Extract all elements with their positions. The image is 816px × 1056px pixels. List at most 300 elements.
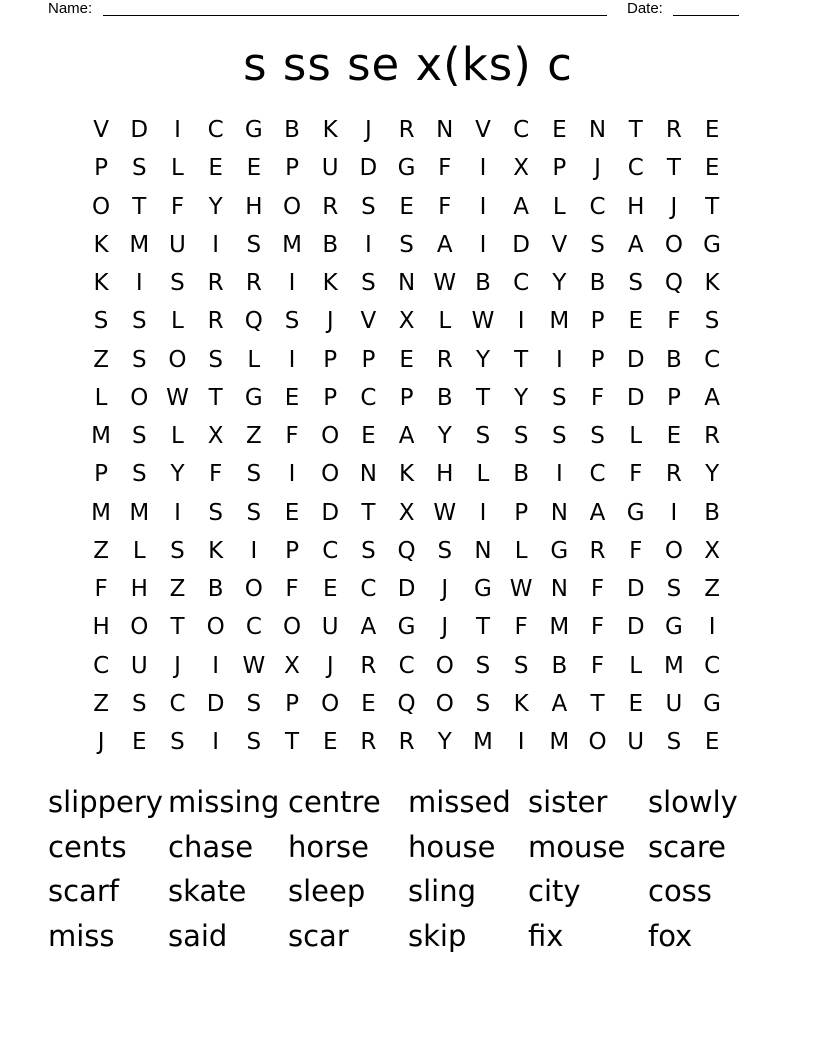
grid-letter[interactable]: B	[284, 117, 300, 143]
grid-letter[interactable]: S	[666, 576, 682, 602]
grid-letter[interactable]: S	[628, 270, 644, 296]
grid-letter[interactable]: P	[285, 537, 299, 564]
grid-letter[interactable]: P	[590, 346, 605, 373]
grid-letter[interactable]: P	[94, 155, 109, 182]
grid-letter[interactable]: C	[589, 193, 606, 220]
grid-letter[interactable]: Y	[170, 461, 185, 488]
grid-letter[interactable]: I	[174, 499, 181, 526]
grid-letter[interactable]: D	[626, 384, 645, 411]
grid-letter[interactable]: T	[590, 690, 605, 717]
grid-letter[interactable]: I	[365, 231, 372, 258]
grid-letter[interactable]: N	[397, 270, 416, 296]
grid-letter[interactable]: E	[361, 690, 376, 717]
grid-letter[interactable]: Q	[397, 690, 416, 717]
grid-letter[interactable]: E	[284, 384, 300, 411]
grid-letter[interactable]: I	[288, 270, 296, 296]
grid-letter[interactable]: D	[321, 499, 340, 526]
grid-letter[interactable]: B	[666, 346, 682, 373]
grid-letter[interactable]: I	[479, 155, 487, 182]
grid-letter[interactable]: J	[594, 155, 601, 182]
grid-letter[interactable]: F	[590, 384, 605, 411]
grid-letter[interactable]: K	[93, 270, 109, 296]
grid-letter[interactable]: F	[590, 614, 605, 641]
grid-letter[interactable]: Q	[244, 308, 263, 335]
grid-letter[interactable]: T	[170, 614, 185, 641]
grid-letter[interactable]: P	[285, 690, 299, 717]
grid-letter[interactable]: G	[550, 537, 569, 564]
word-bank-row	[48, 869, 768, 914]
grid-letter[interactable]: O	[206, 614, 225, 641]
grid-letter[interactable]: M	[91, 423, 112, 449]
grid-letter[interactable]: O	[664, 231, 683, 258]
grid-letter[interactable]: C	[627, 155, 644, 182]
grid-letter[interactable]: G	[244, 384, 263, 411]
grid-letter[interactable]: E	[666, 423, 682, 449]
grid-letter[interactable]: A	[627, 231, 644, 258]
grid-letter[interactable]: F	[438, 193, 452, 220]
grid-letter[interactable]: C	[169, 690, 186, 717]
grid-letter[interactable]: F	[514, 614, 528, 641]
grid-letter[interactable]: Y	[705, 461, 720, 488]
grid-letter[interactable]: P	[514, 499, 529, 526]
grid-letter[interactable]: K	[513, 690, 529, 717]
grid-letter[interactable]: B	[589, 270, 606, 296]
grid-letter[interactable]: T	[475, 614, 490, 641]
grid-letter[interactable]: Y	[514, 384, 529, 411]
grid-letter[interactable]: I	[479, 193, 487, 220]
grid-letter[interactable]: I	[212, 652, 220, 679]
grid-letter[interactable]: J	[670, 193, 678, 220]
grid-letter[interactable]: Y	[437, 729, 452, 755]
grid-letter[interactable]: V	[360, 308, 377, 335]
grid-letter[interactable]: A	[398, 423, 415, 449]
grid-letter[interactable]: B	[704, 499, 720, 526]
grid-letter[interactable]: M	[549, 308, 570, 335]
grid-letter[interactable]: I	[555, 461, 563, 488]
grid-letter[interactable]: O	[130, 614, 149, 641]
grid-letter[interactable]: S	[246, 690, 262, 717]
grid-letter[interactable]: D	[512, 231, 531, 258]
grid-letter[interactable]: O	[321, 423, 340, 449]
grid-letter[interactable]: I	[517, 729, 525, 755]
grid-letter[interactable]: C	[704, 652, 721, 679]
word-bank-item: sling	[408, 874, 477, 908]
grid-letter[interactable]: S	[131, 461, 147, 488]
grid-letter[interactable]: D	[626, 614, 645, 641]
grid-letter[interactable]: O	[282, 193, 302, 220]
grid-letter[interactable]: V	[93, 117, 109, 143]
grid-letter[interactable]: C	[207, 117, 224, 143]
grid-letter[interactable]: Y	[437, 423, 452, 449]
grid-letter[interactable]: V	[475, 117, 491, 143]
grid-letter[interactable]: A	[704, 384, 720, 411]
grid-letter[interactable]: G	[626, 499, 645, 526]
grid-letter[interactable]: M	[129, 231, 150, 258]
grid-letter[interactable]: S	[131, 155, 147, 182]
grid-letter[interactable]: M	[129, 499, 150, 526]
grid-letter[interactable]: E	[704, 117, 720, 143]
grid-letter[interactable]: P	[590, 308, 605, 335]
grid-letter[interactable]: R	[322, 193, 339, 220]
grid-letter[interactable]: L	[171, 423, 184, 449]
grid-letter[interactable]: F	[285, 423, 299, 449]
grid-letter[interactable]: J	[174, 652, 181, 679]
grid-letter[interactable]: I	[174, 117, 181, 143]
grid-letter[interactable]: S	[246, 461, 262, 488]
grid-letter[interactable]: S	[170, 270, 185, 296]
grid-letter[interactable]: L	[438, 308, 452, 335]
grid-letter[interactable]: S	[475, 652, 491, 679]
grid-letter[interactable]: K	[322, 270, 338, 296]
grid-letter[interactable]: I	[708, 614, 716, 641]
grid-letter[interactable]: S	[590, 423, 605, 449]
grid-letter[interactable]: B	[436, 384, 453, 411]
grid-letter[interactable]: S	[590, 231, 605, 258]
grid-letter[interactable]: R	[665, 461, 682, 488]
grid-letter[interactable]: U	[627, 729, 645, 755]
grid-letter[interactable]: R	[207, 270, 224, 296]
grid-letter[interactable]: C	[398, 652, 415, 679]
grid-letter[interactable]: S	[246, 499, 262, 526]
grid-letter[interactable]: F	[667, 308, 681, 335]
grid-letter[interactable]: O	[244, 576, 263, 602]
word-bank-item: miss	[48, 918, 115, 953]
grid-letter[interactable]: N	[436, 117, 454, 143]
grid-letter[interactable]: U	[130, 652, 148, 679]
grid-letter[interactable]: I	[555, 346, 563, 373]
grid-letter[interactable]: K	[93, 231, 109, 258]
grid-letter[interactable]: D	[626, 346, 645, 373]
grid-letter[interactable]: H	[436, 461, 454, 488]
grid-letter[interactable]: L	[629, 652, 643, 679]
grid-row	[82, 111, 732, 149]
grid-letter[interactable]: N	[474, 537, 492, 564]
grid-letter[interactable]: S	[361, 193, 376, 220]
grid-letter[interactable]: J	[365, 117, 372, 143]
grid-letter[interactable]: I	[479, 499, 487, 526]
grid-letter[interactable]: T	[285, 729, 300, 755]
grid-letter[interactable]: G	[397, 155, 416, 182]
grid-letter[interactable]: X	[398, 308, 415, 335]
grid-letter[interactable]: T	[361, 499, 376, 526]
grid-row	[82, 417, 732, 455]
grid-letter[interactable]: F	[590, 652, 605, 679]
grid-letter[interactable]: Y	[208, 193, 223, 220]
grid-letter[interactable]: V	[551, 231, 568, 258]
grid-letter[interactable]: M	[549, 614, 570, 641]
grid-letter[interactable]: C	[513, 270, 530, 296]
grid-letter[interactable]: O	[321, 690, 340, 717]
grid-letter[interactable]: E	[284, 499, 300, 526]
grid-letter[interactable]: U	[321, 155, 339, 182]
grid-letter[interactable]: L	[476, 461, 490, 488]
grid-letter[interactable]: D	[626, 576, 645, 602]
date-field-line[interactable]	[673, 15, 739, 16]
grid-letter[interactable]: J	[441, 576, 449, 602]
grid-letter[interactable]: Y	[552, 270, 567, 296]
grid-letter[interactable]: K	[322, 117, 338, 143]
grid-letter[interactable]: S	[131, 346, 147, 373]
grid-letter[interactable]: G	[474, 576, 492, 602]
grid-letter[interactable]: A	[513, 193, 530, 220]
grid-letter[interactable]: M	[663, 652, 684, 679]
grid-letter[interactable]: S	[666, 729, 682, 755]
grid-letter[interactable]: W	[509, 576, 533, 602]
grid-letter[interactable]: P	[552, 155, 567, 182]
grid-letter[interactable]: D	[130, 117, 149, 143]
grid-letter[interactable]: O	[321, 461, 340, 488]
grid-letter[interactable]: E	[399, 193, 414, 220]
grid-letter[interactable]: C	[360, 576, 377, 602]
grid-letter[interactable]: F	[170, 193, 185, 220]
grid-letter[interactable]: B	[513, 461, 530, 488]
grid-letter[interactable]: D	[206, 690, 225, 717]
grid-letter[interactable]: S	[513, 652, 529, 679]
grid-letter[interactable]: J	[326, 652, 334, 679]
grid-letter[interactable]: I	[517, 308, 525, 335]
grid-letter[interactable]: G	[703, 690, 721, 717]
grid-letter[interactable]: T	[132, 193, 147, 220]
grid-letter[interactable]: R	[704, 423, 721, 449]
grid-letter[interactable]: I	[212, 231, 220, 258]
grid-letter[interactable]: Y	[475, 346, 490, 373]
grid-letter[interactable]: M	[282, 231, 302, 258]
grid-letter[interactable]: I	[479, 231, 487, 258]
word-bank-item: house	[408, 829, 496, 864]
grid-letter[interactable]: F	[629, 461, 643, 488]
grid-letter[interactable]: E	[322, 576, 338, 602]
grid-letter[interactable]: X	[284, 652, 300, 679]
grid-letter[interactable]: R	[245, 270, 262, 296]
grid-row	[82, 302, 732, 340]
grid-letter[interactable]: E	[246, 155, 262, 182]
grid-letter[interactable]: Z	[245, 423, 262, 449]
grid-letter[interactable]: O	[92, 193, 111, 220]
grid-letter[interactable]: O	[435, 690, 454, 717]
grid-letter[interactable]: L	[94, 384, 108, 411]
grid-letter[interactable]: A	[436, 231, 453, 258]
grid-letter[interactable]: G	[664, 614, 683, 641]
grid-letter[interactable]: S	[170, 537, 185, 564]
grid-letter[interactable]: S	[208, 499, 223, 526]
grid-letter[interactable]: I	[670, 499, 678, 526]
grid-letter[interactable]: L	[629, 423, 643, 449]
grid-letter[interactable]: W	[242, 652, 266, 679]
grid-letter[interactable]: O	[588, 729, 607, 755]
grid-letter[interactable]: E	[208, 155, 223, 182]
grid-letter[interactable]: I	[135, 270, 143, 296]
grid-letter[interactable]: T	[705, 193, 720, 220]
grid-letter[interactable]: T	[514, 346, 529, 373]
grid-letter[interactable]: O	[130, 384, 149, 411]
grid-letter[interactable]: T	[628, 117, 643, 143]
grid-letter[interactable]: Z	[704, 576, 720, 602]
grid-letter[interactable]: G	[703, 231, 721, 258]
grid-letter[interactable]: W	[471, 308, 495, 335]
grid-letter[interactable]: S	[552, 423, 567, 449]
grid-letter[interactable]: W	[433, 270, 457, 296]
grid-letter[interactable]: C	[322, 537, 339, 564]
grid-letter[interactable]: A	[551, 690, 568, 717]
grid-letter[interactable]: R	[436, 346, 453, 373]
grid-letter[interactable]: E	[399, 346, 414, 373]
grid-letter[interactable]: S	[552, 384, 567, 411]
grid-letter[interactable]: N	[359, 461, 378, 488]
grid-letter[interactable]: X	[704, 537, 720, 564]
grid-letter[interactable]: R	[398, 117, 415, 143]
grid-letter[interactable]: M	[91, 499, 112, 526]
grid-letter[interactable]: Z	[93, 537, 109, 564]
grid-letter[interactable]: T	[666, 155, 681, 182]
grid-letter[interactable]: E	[552, 117, 567, 143]
grid-letter[interactable]: H	[627, 193, 645, 220]
grid-letter[interactable]: I	[288, 346, 296, 373]
grid-letter[interactable]: R	[398, 729, 415, 755]
grid-letter[interactable]: L	[514, 537, 528, 564]
grid-letter[interactable]: U	[665, 690, 683, 717]
grid-letter[interactable]: S	[437, 537, 453, 564]
grid-letter[interactable]: K	[399, 461, 415, 488]
grid-letter[interactable]: R	[360, 729, 377, 755]
grid-letter[interactable]: E	[704, 729, 720, 755]
grid-letter[interactable]: C	[513, 117, 530, 143]
grid-letter[interactable]: A	[589, 499, 606, 526]
grid-letter[interactable]: X	[513, 155, 530, 182]
grid-letter[interactable]: F	[590, 576, 605, 602]
grid-letter[interactable]: Q	[664, 270, 683, 296]
grid-letter[interactable]: S	[93, 308, 109, 335]
grid-letter[interactable]: A	[360, 614, 377, 641]
grid-letter[interactable]: Z	[93, 346, 109, 373]
grid-letter[interactable]: N	[550, 499, 568, 526]
grid-letter[interactable]: S	[475, 423, 491, 449]
grid-letter[interactable]: S	[513, 423, 529, 449]
grid-letter[interactable]: O	[435, 652, 454, 679]
worksheet-header	[48, 0, 748, 20]
grid-letter[interactable]: J	[441, 614, 449, 641]
grid-letter[interactable]: H	[92, 614, 110, 641]
grid-letter[interactable]: L	[171, 308, 184, 335]
grid-letter[interactable]: W	[433, 499, 457, 526]
grid-letter[interactable]: H	[130, 576, 148, 602]
grid-letter[interactable]: I	[288, 461, 296, 488]
grid-letter[interactable]: R	[589, 537, 606, 564]
grid-letter[interactable]: J	[326, 308, 334, 335]
grid-letter[interactable]: P	[323, 384, 338, 411]
grid-letter[interactable]: C	[93, 652, 110, 679]
grid-letter[interactable]: B	[207, 576, 224, 602]
grid-letter[interactable]: D	[359, 155, 378, 182]
grid-letter[interactable]: B	[551, 652, 568, 679]
grid-letter[interactable]: U	[169, 231, 186, 258]
grid-letter[interactable]: E	[361, 423, 376, 449]
grid-letter[interactable]: C	[589, 461, 606, 488]
grid-letter[interactable]: S	[131, 308, 147, 335]
grid-letter[interactable]: B	[322, 231, 339, 258]
grid-letter[interactable]: X	[398, 499, 415, 526]
grid-letter[interactable]: Z	[169, 576, 186, 602]
grid-letter[interactable]: P	[323, 346, 338, 373]
grid-letter[interactable]: G	[397, 614, 416, 641]
grid-letter[interactable]: F	[629, 537, 643, 564]
grid-letter[interactable]: D	[397, 576, 416, 602]
grid-letter[interactable]: K	[208, 537, 224, 564]
grid-letter[interactable]: B	[475, 270, 491, 296]
grid-letter[interactable]: P	[399, 384, 414, 411]
grid-letter[interactable]: E	[322, 729, 338, 755]
grid-letter[interactable]: S	[246, 729, 262, 755]
grid-letter[interactable]: R	[207, 308, 224, 335]
grid-letter[interactable]: C	[704, 346, 721, 373]
grid-letter[interactable]: X	[207, 423, 224, 449]
grid-letter[interactable]: C	[245, 614, 262, 641]
grid-letter[interactable]: M	[549, 729, 570, 755]
grid-letter[interactable]: P	[285, 155, 299, 182]
grid-letter[interactable]: S	[131, 690, 147, 717]
grid-row	[82, 455, 732, 493]
grid-letter[interactable]: E	[628, 308, 643, 335]
grid-letter[interactable]: N	[588, 117, 607, 143]
grid-letter[interactable]: K	[704, 270, 720, 296]
grid-letter[interactable]: O	[664, 537, 683, 564]
name-field-line[interactable]	[103, 15, 607, 16]
grid-letter[interactable]: H	[245, 193, 263, 220]
grid-letter[interactable]: O	[168, 346, 187, 373]
grid-letter[interactable]: F	[285, 576, 299, 602]
grid-letter[interactable]: S	[208, 346, 223, 373]
grid-letter[interactable]: F	[209, 461, 223, 488]
grid-letter[interactable]: S	[399, 231, 414, 258]
grid-letter[interactable]: I	[250, 537, 258, 564]
grid-letter[interactable]: S	[246, 231, 262, 258]
grid-letter[interactable]: L	[247, 346, 261, 373]
grid-letter[interactable]: M	[473, 729, 493, 755]
grid-letter[interactable]: S	[361, 270, 376, 296]
grid-letter[interactable]: Z	[93, 690, 109, 717]
grid-letter[interactable]: T	[208, 384, 223, 411]
grid-letter[interactable]: U	[321, 614, 339, 641]
grid-letter[interactable]: T	[475, 384, 490, 411]
grid-letter[interactable]: R	[360, 652, 377, 679]
grid-letter[interactable]: W	[166, 384, 189, 411]
grid-letter[interactable]: P	[94, 461, 109, 488]
grid-letter[interactable]: R	[665, 117, 682, 143]
grid-letter[interactable]: S	[284, 308, 300, 335]
grid-letter[interactable]: P	[361, 346, 376, 373]
grid-letter[interactable]: I	[212, 729, 220, 755]
grid-letter[interactable]: E	[132, 729, 147, 755]
grid-letter[interactable]: C	[360, 384, 377, 411]
grid-letter[interactable]: F	[94, 576, 108, 602]
grid-letter[interactable]: O	[282, 614, 302, 641]
grid-letter[interactable]: G	[244, 117, 263, 143]
grid-letter[interactable]: S	[131, 423, 147, 449]
grid-letter[interactable]: E	[704, 155, 720, 182]
grid-letter[interactable]: L	[132, 537, 146, 564]
grid-letter[interactable]: J	[97, 729, 105, 755]
grid-letter[interactable]: N	[550, 576, 568, 602]
grid-letter[interactable]: S	[361, 537, 376, 564]
grid-letter[interactable]: L	[171, 155, 184, 182]
grid-letter[interactable]: Q	[397, 537, 416, 564]
grid-letter[interactable]: F	[438, 155, 452, 182]
grid-letter[interactable]: L	[552, 193, 566, 220]
grid-letter[interactable]: S	[475, 690, 491, 717]
grid-letter[interactable]: S	[704, 308, 720, 335]
grid-letter[interactable]: S	[170, 729, 185, 755]
grid-letter[interactable]: E	[628, 690, 643, 717]
grid-letter[interactable]: P	[666, 384, 681, 411]
